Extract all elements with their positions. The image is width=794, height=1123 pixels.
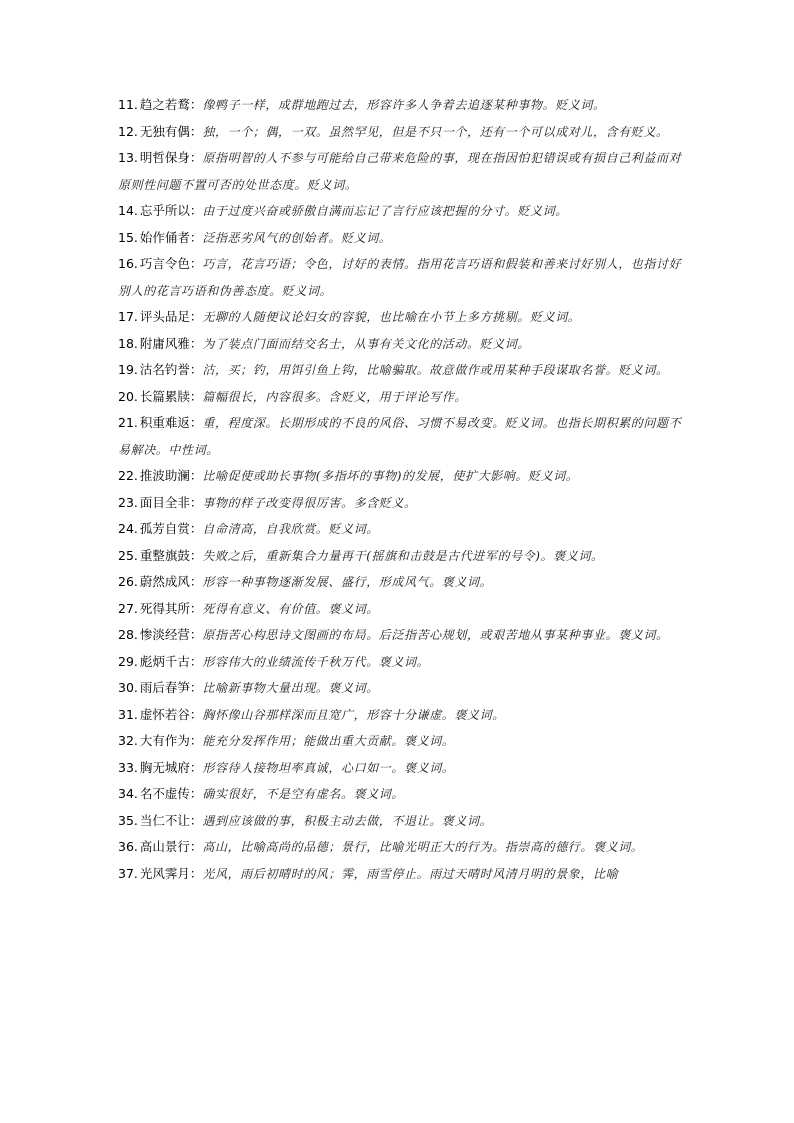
entry-number: 16. bbox=[118, 256, 138, 271]
idiom-term: 忘乎所以： bbox=[139, 203, 203, 218]
entry-number: 24. bbox=[118, 521, 138, 536]
entry-number: 15. bbox=[118, 229, 138, 245]
entry-number: 36. bbox=[118, 839, 138, 854]
idiom-entry bbox=[118, 649, 682, 676]
idiom-definition: 高山，比喻高尚的品德；景行，比喻光明正大的行为。指崇高的德行。褒义词。 bbox=[202, 840, 644, 854]
entry-number: 19. bbox=[118, 362, 138, 377]
idiom-entry bbox=[118, 225, 682, 252]
idiom-entry bbox=[118, 543, 682, 570]
idiom-definition: 能充分发挥作用；能做出重大贡献。褒义词。 bbox=[202, 734, 455, 748]
entry-number: 23. bbox=[118, 494, 138, 510]
idiom-entry bbox=[118, 384, 682, 411]
entry-number: 25. bbox=[118, 547, 138, 563]
idiom-entry bbox=[118, 808, 682, 835]
idiom-term: 附庸风雅： bbox=[139, 335, 203, 351]
idiom-definition: 形容一种事物逐渐发展、盛行，形成风气。褒义词。 bbox=[202, 575, 493, 589]
idiom-term: 趋之若鹜： bbox=[139, 97, 203, 112]
idiom-term: 光风霁月： bbox=[139, 865, 203, 881]
idiom-entry bbox=[118, 304, 682, 331]
entry-number: 28. bbox=[118, 627, 138, 642]
idiom-definition: 比喻新事物大量出现。褒义词。 bbox=[202, 681, 379, 695]
idiom-definition: 重，程度深。长期形成的不良的风俗、习惯不易改变。贬义词。也指长期积累的问题不易解决。中性词。 bbox=[118, 416, 682, 457]
idiom-term: 当仁不让： bbox=[139, 812, 203, 828]
idiom-term: 彪炳千古： bbox=[139, 653, 203, 669]
idiom-definition: 像鸭子一样，成群地跑过去，形容许多人争着去追逐某种事物。贬义词。 bbox=[202, 98, 606, 112]
idiom-definition: 沽，买；钓，用饵引鱼上钩，比喻骗取。故意做作或用某种手段谋取名誉。贬义词。 bbox=[202, 363, 669, 377]
idiom-term: 蔚然成风： bbox=[139, 574, 203, 589]
entry-number: 22. bbox=[118, 468, 138, 483]
entry-number: 31. bbox=[118, 706, 138, 722]
idiom-entry bbox=[118, 569, 682, 596]
idiom-entry bbox=[118, 755, 682, 782]
idiom-entry bbox=[118, 463, 682, 490]
document-body bbox=[118, 92, 682, 887]
entry-number: 17. bbox=[118, 309, 138, 324]
idiom-term: 名不虚传： bbox=[139, 786, 203, 801]
idiom-term: 面目全非： bbox=[139, 494, 203, 510]
idiom-term: 惨淡经营： bbox=[139, 627, 203, 642]
idiom-term: 重整旗鼓： bbox=[139, 547, 203, 563]
entry-number: 11. bbox=[118, 97, 138, 112]
idiom-term: 大有作为： bbox=[139, 733, 203, 748]
entry-number: 35. bbox=[118, 812, 138, 828]
idiom-definition: 事物的样子改变得很厉害。多含贬义。 bbox=[202, 495, 417, 510]
idiom-definition: 巧言，花言巧语；令色，讨好的表情。指用花言巧语和假装和善来讨好别人，也指讨好别人的花言巧语和伪善态度。贬义词。 bbox=[118, 257, 682, 298]
idiom-term: 评头品足： bbox=[139, 309, 203, 324]
idiom-definition: 形容伟大的业绩流传千秋万代。褒义词。 bbox=[202, 654, 430, 669]
entry-number: 30. bbox=[118, 680, 138, 695]
entry-number: 32. bbox=[118, 733, 138, 748]
idiom-definition: 原指苦心构思诗文图画的布局。后泛指苦心规划，或艰苦地从事某种事业。褒义词。 bbox=[202, 628, 669, 642]
entry-number: 26. bbox=[118, 574, 138, 589]
idiom-term: 死得其所： bbox=[139, 600, 203, 616]
idiom-entry bbox=[118, 198, 682, 225]
idiom-entry bbox=[118, 861, 682, 888]
idiom-term: 孤芳自赏： bbox=[139, 521, 203, 536]
idiom-term: 高山景行： bbox=[139, 839, 203, 854]
entry-number: 18. bbox=[118, 335, 138, 351]
idiom-definition: 胸怀像山谷那样深而且宽广，形容十分谦虚。褒义词。 bbox=[202, 707, 505, 722]
idiom-term: 虚怀若谷： bbox=[139, 706, 203, 722]
idiom-definition: 光风，雨后初晴时的风；霁，雨雪停止。雨过天晴时风清月明的景象，比喻 bbox=[202, 866, 619, 881]
idiom-entry bbox=[118, 516, 682, 543]
idiom-term: 推波助澜： bbox=[139, 468, 203, 483]
idiom-definition: 形容待人接物坦率真诚，心口如一。褒义词。 bbox=[202, 760, 455, 775]
entry-number: 14. bbox=[118, 203, 138, 218]
idiom-entry bbox=[118, 145, 682, 198]
entry-number: 33. bbox=[118, 759, 138, 775]
entry-number: 29. bbox=[118, 653, 138, 669]
entry-number: 27. bbox=[118, 600, 138, 616]
entry-number: 13. bbox=[118, 150, 138, 165]
idiom-term: 积重难返： bbox=[139, 415, 203, 430]
idiom-entry bbox=[118, 675, 682, 702]
idiom-definition: 确实很好，不是空有虚名。褒义词。 bbox=[202, 787, 405, 801]
idiom-entry bbox=[118, 490, 682, 517]
idiom-definition: 篇幅很长，内容很多。含贬义，用于评论写作。 bbox=[202, 389, 468, 404]
idiom-entry bbox=[118, 702, 682, 729]
entry-number: 20. bbox=[118, 388, 138, 404]
entry-number: 21. bbox=[118, 415, 138, 430]
entry-number: 34. bbox=[118, 786, 138, 801]
idiom-entry bbox=[118, 781, 682, 808]
idiom-definition: 比喻促使或助长事物(多指坏的事物)的发展，使扩大影响。贬义词。 bbox=[202, 469, 579, 483]
entry-number: 12. bbox=[118, 123, 138, 139]
idiom-definition: 遇到应该做的事，积极主动去做，不退让。褒义词。 bbox=[202, 813, 493, 828]
idiom-entry bbox=[118, 119, 682, 146]
idiom-term: 沽名钓誉： bbox=[139, 362, 203, 377]
idiom-entry bbox=[118, 410, 682, 463]
idiom-entry bbox=[118, 834, 682, 861]
idiom-term: 长篇累牍： bbox=[139, 388, 203, 404]
idiom-definition: 失败之后，重新集合力量再干(摇旗和击鼓是古代进军的号令)。褒义词。 bbox=[202, 548, 604, 563]
idiom-term: 无独有偶： bbox=[139, 123, 203, 139]
idiom-term: 雨后春笋： bbox=[139, 680, 203, 695]
idiom-term: 明哲保身： bbox=[139, 150, 203, 165]
idiom-entry bbox=[118, 251, 682, 304]
idiom-entry bbox=[118, 357, 682, 384]
idiom-entry bbox=[118, 728, 682, 755]
idiom-definition: 无聊的人随便议论妇女的容貌，也比喻在小节上多方挑剔。贬义词。 bbox=[202, 310, 581, 324]
idiom-definition: 泛指恶劣风气的创始者。贬义词。 bbox=[202, 230, 392, 245]
idiom-definition: 原指明智的人不参与可能给自己带来危险的事，现在指因怕犯错误或有损自己利益而对原则性问题不置可否的处世态度。贬义词。 bbox=[118, 151, 682, 192]
idiom-entry bbox=[118, 331, 682, 358]
idiom-term: 始作俑者： bbox=[139, 229, 203, 245]
idiom-definition: 独，一个；偶，一双。虽然罕见，但是不只一个，还有一个可以成对儿，含有贬义。 bbox=[202, 124, 669, 139]
idiom-term: 巧言令色： bbox=[139, 256, 203, 271]
idiom-term: 胸无城府： bbox=[139, 759, 203, 775]
idiom-definition: 死得有意义、有价值。褒义词。 bbox=[202, 601, 379, 616]
idiom-entry bbox=[118, 92, 682, 119]
idiom-definition: 自命清高，自我欣赏。贬义词。 bbox=[202, 522, 379, 536]
idiom-entry bbox=[118, 622, 682, 649]
idiom-definition: 由于过度兴奋或骄傲自满而忘记了言行应该把握的分寸。贬义词。 bbox=[202, 204, 568, 218]
idiom-entry bbox=[118, 596, 682, 623]
entry-number: 37. bbox=[118, 865, 138, 881]
idiom-definition: 为了装点门面而结交名士，从事有关文化的活动。贬义词。 bbox=[202, 336, 531, 351]
